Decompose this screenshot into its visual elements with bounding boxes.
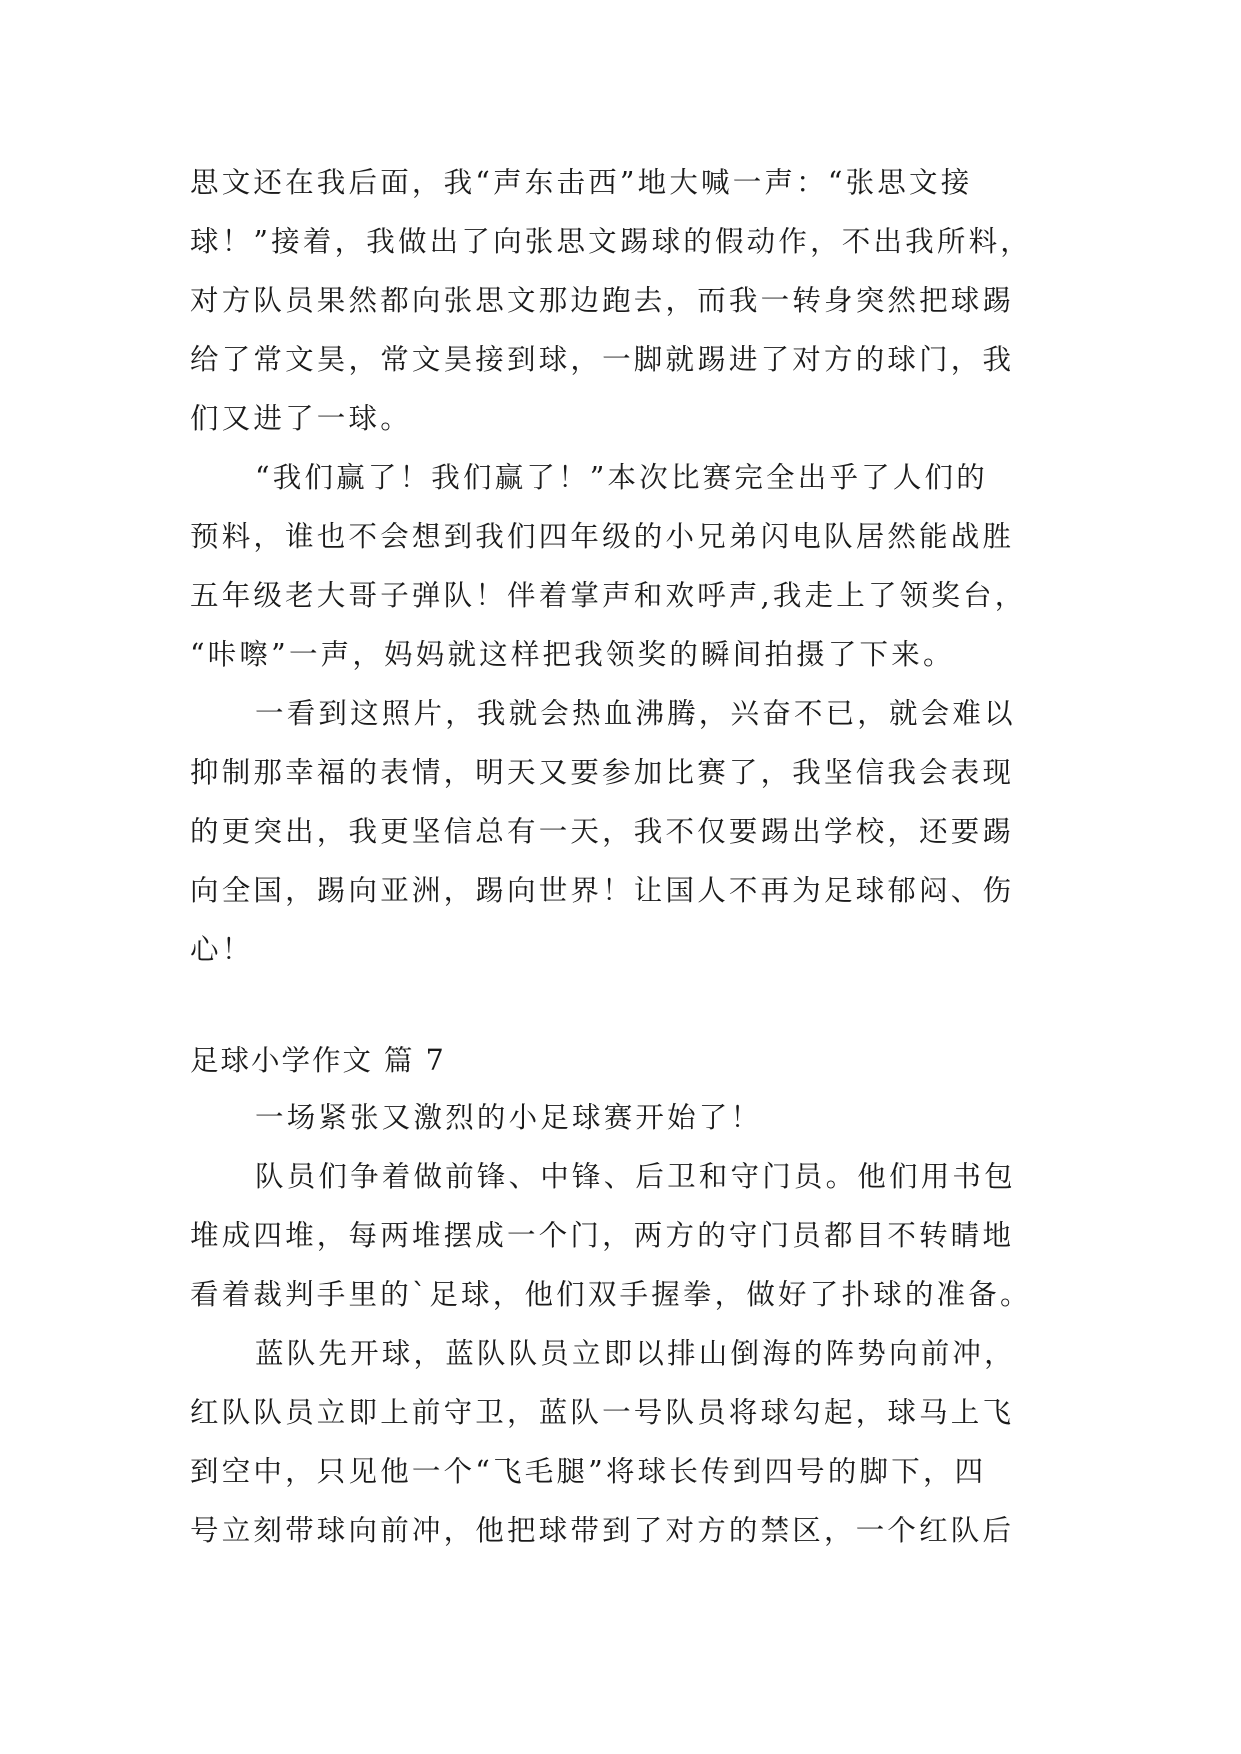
text-line: 球！”接着，我做出了向张思文踢球的假动作，不出我所料， (190, 225, 1032, 258)
paragraph-start: 蓝队先开球，蓝队队员立即以排山倒海的阵势向前冲， (255, 1337, 1016, 1370)
text-line: “咔嚓”一声，妈妈就这样把我领奖的瞬间拍摄了下来。 (190, 638, 955, 671)
text-line: 五年级老大哥子弹队！伴着掌声和欢呼声,我走上了领奖台， (190, 579, 1027, 612)
text-line: 红队队员立即上前守卫，蓝队一号队员将球勾起，球马上飞 (190, 1396, 1015, 1429)
paragraph-start: 一看到这照片，我就会热血沸腾，兴奋不已，就会难以 (255, 697, 1016, 730)
text-line: 思文还在我后面，我“声东击西”地大喊一声：“张思文接 (190, 166, 973, 199)
text-line: 到空中，只见他一个“飞毛腿”将球长传到四号的脚下，四 (190, 1455, 987, 1488)
text-line: 看着裁判手里的`足球，他们双手握拳，做好了扑球的准备。 (190, 1278, 1032, 1311)
text-line: 抑制那幸福的表情，明天又要参加比赛了，我坚信我会表现 (190, 756, 1015, 789)
text-line: 给了常文昊，常文昊接到球，一脚就踢进了对方的球门，我 (190, 343, 1015, 376)
paragraph-start: “我们赢了！我们赢了！”本次比赛完全出乎了人们的 (255, 461, 988, 494)
text-line: 心！ (190, 933, 254, 966)
text-line: 的更突出，我更坚信总有一天，我不仅要踢出学校，还要踢 (190, 815, 1015, 848)
text-line: 预料，谁也不会想到我们四年级的小兄弟闪电队居然能战胜 (190, 520, 1015, 553)
text-line: 对方队员果然都向张思文那边跑去，而我一转身突然把球踢 (190, 284, 1015, 317)
text-line: 号立刻带球向前冲，他把球带到了对方的禁区，一个红队后 (190, 1514, 1015, 1547)
paragraph-start: 队员们争着做前锋、中锋、后卫和守门员。他们用书包 (255, 1160, 1016, 1193)
text-line: 向全国，踢向亚洲，踢向世界！让国人不再为足球郁闷、伤 (190, 874, 1015, 907)
text-line: 们又进了一球。 (190, 402, 412, 435)
section-heading: 足球小学作文 篇 7 (190, 1044, 446, 1077)
paragraph-start: 一场紧张又激烈的小足球赛开始了！ (255, 1101, 763, 1134)
text-line: 堆成四堆，每两堆摆成一个门，两方的守门员都目不转睛地 (190, 1219, 1015, 1252)
